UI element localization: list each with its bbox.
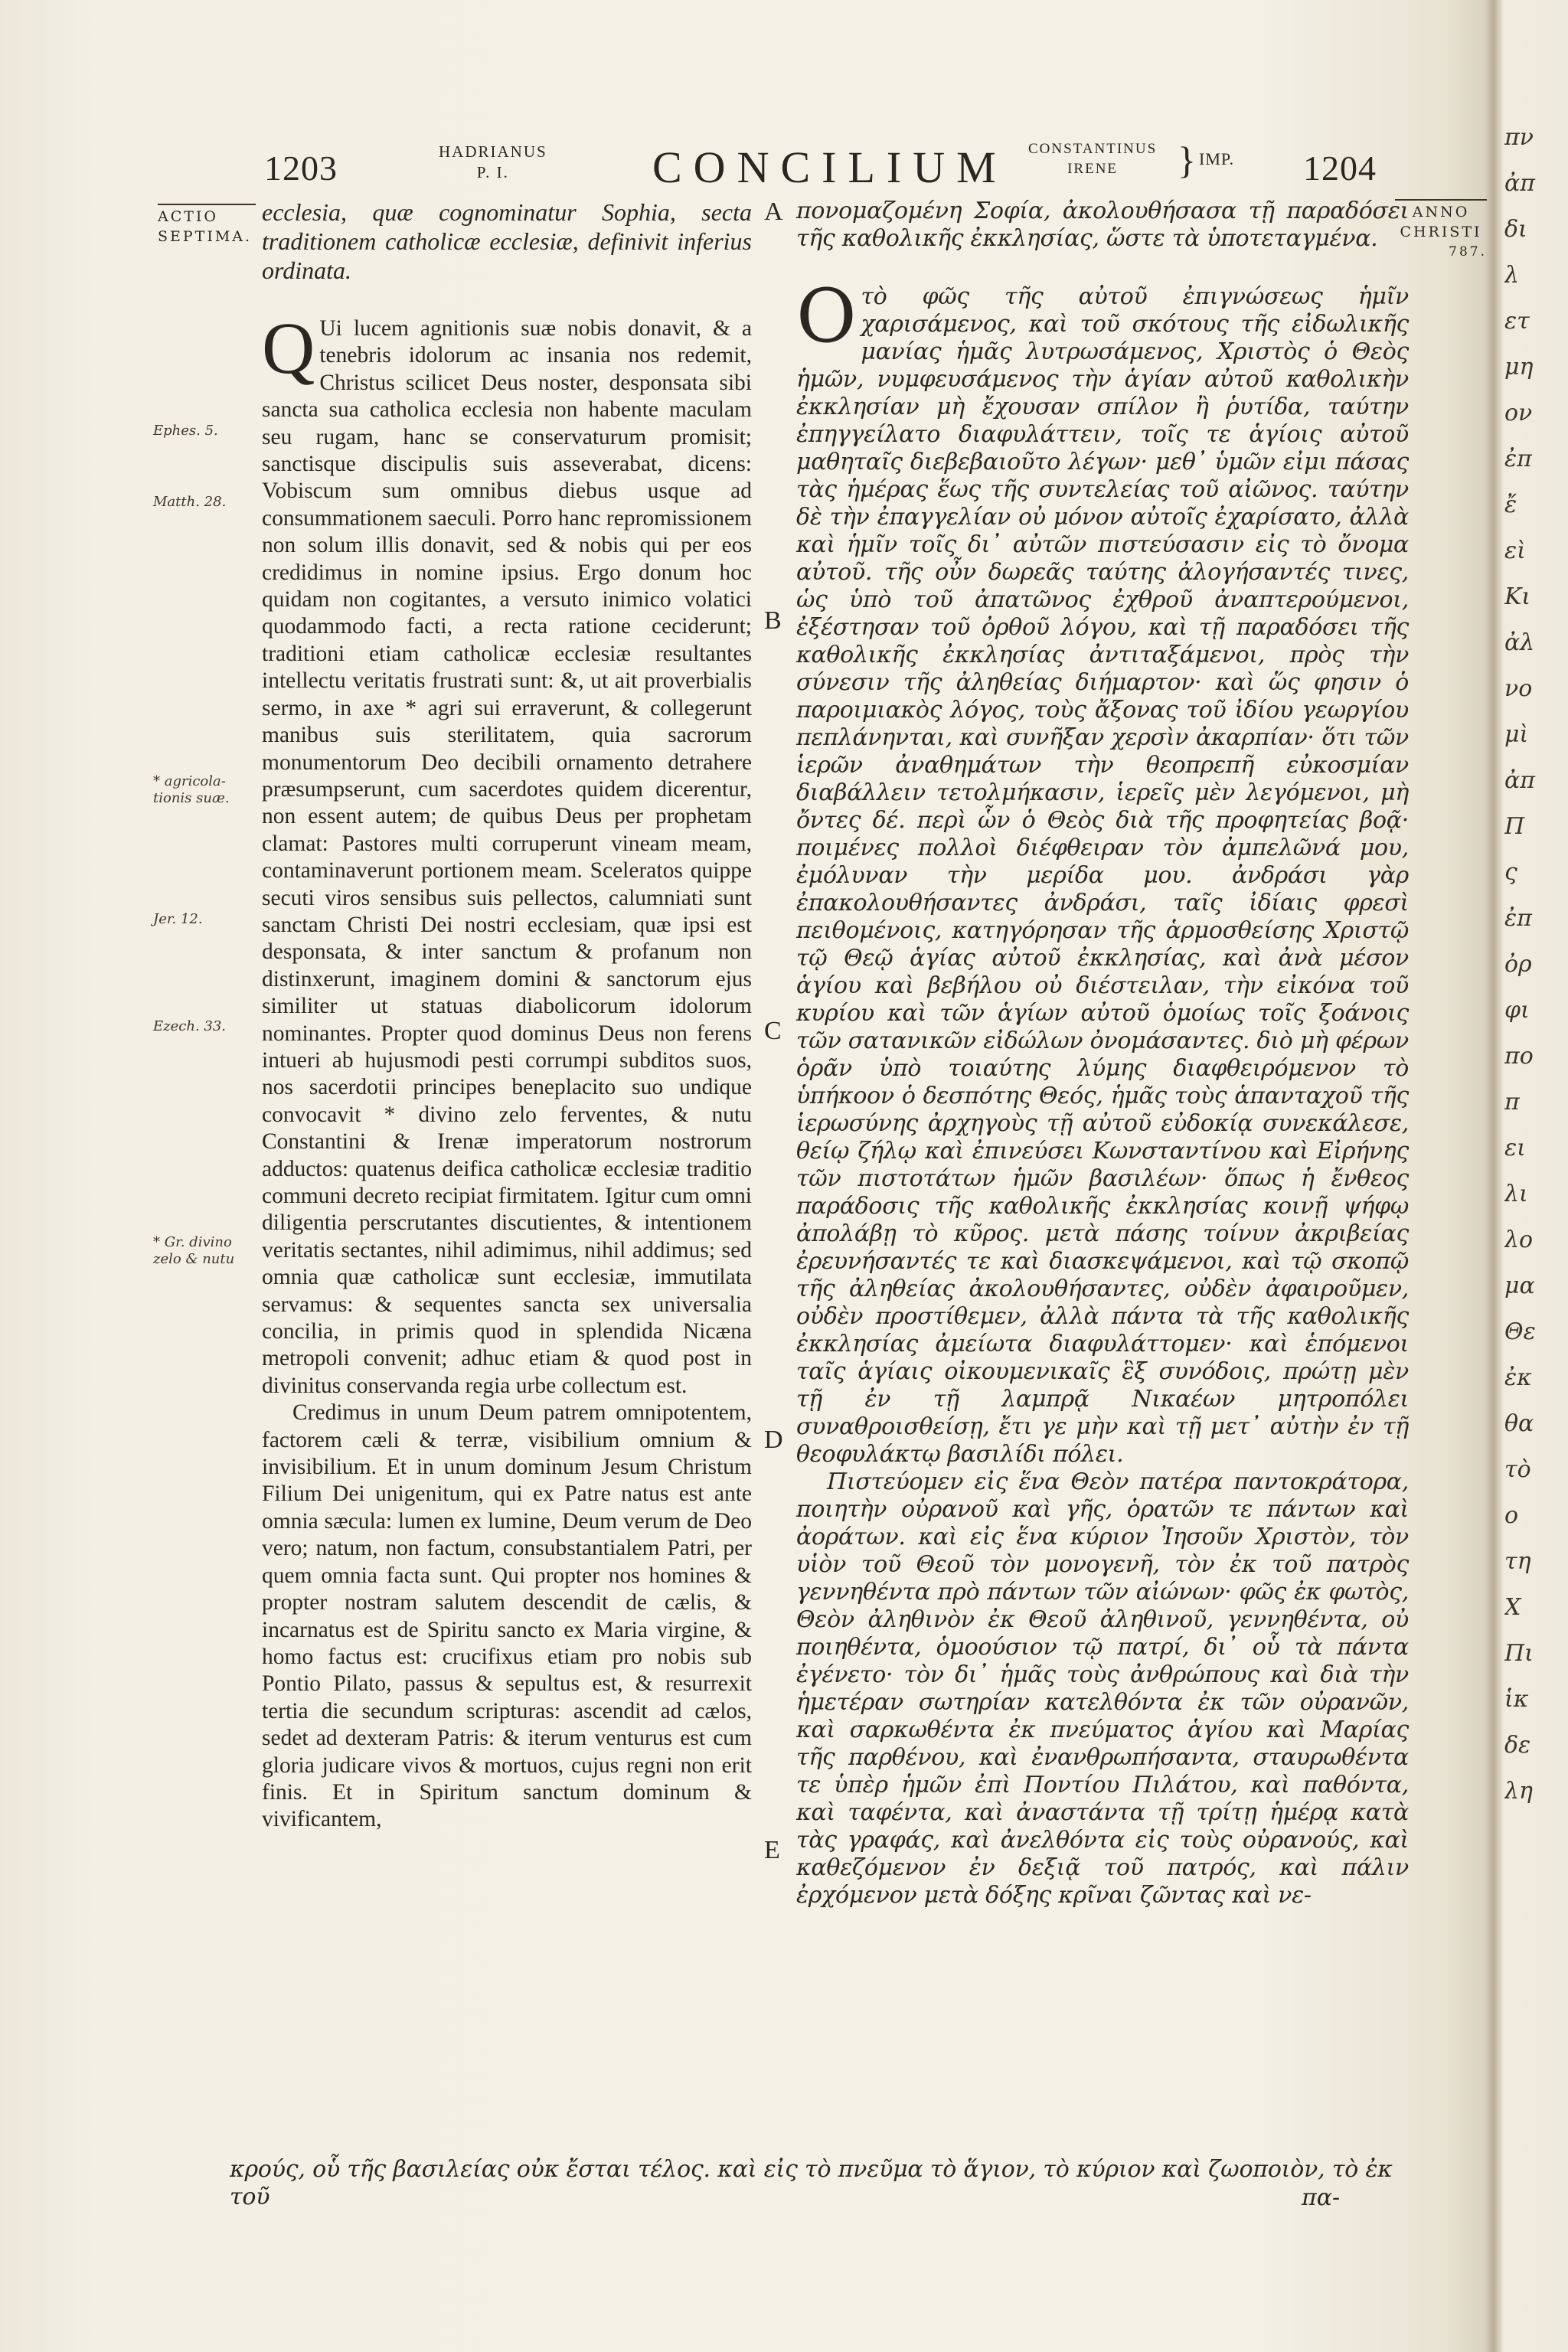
margin-note-ephes: Ephes. 5.: [153, 423, 218, 439]
section-letter-d: D: [764, 1426, 783, 1454]
next-page-fragment: μα: [1504, 1272, 1535, 1299]
next-page-fragment: ο: [1504, 1502, 1519, 1529]
greek-paragraph-2: Πιστεύομεν εἰς ἕνα Θεὸν πατέρα παντοκράτορα, ποιητὴν οὐρανοῦ καὶ γῆς, ὁρατῶν τε πάντων καὶ ἀοράτων. καὶ εἰς ἕνα κύριον Ἰησοῦν Χριστὸν, τὸν υἱὸν τοῦ Θεοῦ τὸν μονογενῆ, τὸν ἐκ τοῦ πατρὸς γεννηθέντα πρὸ πάντων τῶν αἰώνων· φῶς ἐκ φωτὸς, Θεὸν ἀληθινὸν ἐκ Θεοῦ ἀληθινοῦ, γεννηθέντα, οὐ ποιηθέντα, ὁμοούσιον τῷ πατρί, δι᾽ οὗ τὰ πάντα ἐγένετο· τὸν δι᾽ ἡμᾶς τοὺς ἀνθρώπους καὶ διὰ τὴν ἡμετέραν σωτηρίαν κατελθόντα ἐκ τῶν οὐρανῶν, καὶ σαρκωθέντα ἐκ πνεύματος ἁγίου καὶ Μαρίας τῆς παρθένου, καὶ ἐνανθρωπήσαντα, σταυρωθέντα τε ὑπὲρ ἡμῶν ἐπὶ Ποντίου Πιλάτου, καὶ παθόντα, καὶ ταφέντα, καὶ ἀναστάντα τῇ τρίτῃ ἡμέρᾳ κατὰ τὰς γραφάς, καὶ ἀνελθόντα εἰς τοὺς οὐρανούς, καὶ καθεζόμενον ἐν δεξιᾷ τοῦ πατρός, καὶ πάλιν ἐρχόμενον μετὰ δόξης κρῖναι ζῶντας καὶ νε-: [796, 1468, 1409, 1909]
greek-paragraph-1-text: τὸ φῶς τῆς αὐτοῦ ἐπιγνώσεως ἡμῖν χαρισάμενος, καὶ τοῦ σκότους τῆς εἰδωλικῆς μανίας ἡμᾶς λυτρωσάμενος, Χριστὸς ὁ Θεὸς ἡμῶν, νυμφευσάμενος τὴν ἁγίαν αὐτοῦ καθολικὴν ἐκκλησίαν μὴ ἔχουσαν σπίλον ἢ ῥυτίδα, ταύτην ἐπηγγείλατο διαφυλάττειν, τοῖς τε ἁγίοις αὐτοῦ μαθηταῖς διεβεβαιοῦτο λέγων· μεθ᾽ ὑμῶν εἰμι πάσας τὰς ἡμέρας ἕως τῆς συντελείας τοῦ αἰῶνος. ταύτην δὲ τὴν ἐπαγγελίαν οὐ μόνον αὐτοῖς ἐχαρίσατο, ἀλλὰ καὶ ἡμῖν τοῖς δι᾽ αὐτῶν πιστεύσασιν εἰς τὸ ὄνομα αὐτοῦ. τῆς οὖν δωρεᾶς ταύτης ἀλογήσαντές τινες, ὡς ὑπὸ τοῦ ἀπατῶνος ἐχθροῦ ἀναπτερούμενοι, ἐξέστησαν τοῦ ὀρθοῦ λόγου, καὶ τῇ παραδόσει τῆς καθολικῆς ἐκκλησίας ἀντιταξάμενοι, πρὸς τὴν σύνεσιν τῆς ἀληθείας διήμαρτον· καὶ ὥς φησιν ὁ παροιμιακὸς λόγος, τοὺς ἄξονας τοῦ ἰδίου γεωργίου πεπλάνηνται, καὶ συνῆξαν χερσὶν ἀκαρπίαν· ὅτι τῶν ἱερῶν ἀναθημάτων τὴν θεοπρεπῆ εὐκοσμίαν διαβάλλειν τετολμήκασιν, ἱερεῖς μὲν λεγόμενοι, μὴ ὄντες δέ. περὶ ὧν ὁ Θεὸς διὰ τῆς προφητείας βοᾷ· ποιμένες πολλοὶ διέφθειραν τὸν ἀμπελῶνά μου, ἐμόλυναν τὴν μερίδα μου. ἀνδράσι γὰρ ἐπακολουθήσαντες ἀνδράσι, ταῖς ἰδίαις φρεσὶ πειθομένοις, κατηγόρησαν τῆς ἁρμοσθείσης Χριστῷ τῷ Θεῷ ἁγίας αὐτοῦ ἐκκλησίας, καὶ ἀνὰ μέσον ἁγίου καὶ βεβήλου οὐ διέστειλαν, τὴν εἰκόνα τοῦ κυρίου καὶ τῶν ἁγίων αὐτοῦ ὁμοίως τοῖς ξοάνοις τῶν σατανικῶν εἰδώλων ὀνομάσαντες. διὸ μὴ φέρων ὁρᾶν ὑπὸ τοιαύτης λύμης διαφθειρόμενον τὸ ὑπήκοον ὁ δεσπότης Θεός, ἡμᾶς τοὺς ἁπανταχοῦ τῆς ἱερωσύνης ἀρχηγοὺς τῇ αὐτοῦ εὐδοκίᾳ συνεκάλεσε, θείῳ ζήλῳ καὶ ἐπινεύσει Κωνσταντίνου καὶ Εἰρήνης τῶν πιστοτάτων ἡμῶν βασιλέων· ὅπως ἡ ἔνθεος παράδοσις τῆς καθολικῆς ἐκκλησίας κοινῇ ψήφῳ ἀπολάβῃ τὸ κῦρος. μετὰ πάσης τοίνυν ἀκριβείας ἐρευνήσαντές τε καὶ διασκεψάμενοι, καὶ τῷ σκοπῷ τῆς ἀληθείας ἀκολουθήσαντες, οὐδὲν ἀφαιροῦμεν, οὐδὲν προστίθεμεν, ἀλλὰ πάντα τὰ τῆς καθολικῆς ἐκκλησίας ἀμείωτα διαφυλάττομεν· καὶ ἑπόμενοι ταῖς ἁγίαις οἰκουμενικαῖς ἓξ συνόδοις, πρώτῃ μὲν τῇ ἐν τῇ λαμπρᾷ Νικαέων μητροπόλει συναθροισθείσῃ, ἔτι γε μὴν καὶ τῇ μετ᾽ αὐτὴν ἐν τῇ θεοφυλάκτῳ βασιλίδι πόλει.: [796, 283, 1409, 1468]
header-hadrianus: HADRIANUS: [439, 142, 547, 161]
next-page-fragment: ἱκ: [1504, 1686, 1529, 1713]
next-page-fragment: φι: [1504, 997, 1530, 1024]
next-page-fragment: εὶ: [1504, 537, 1526, 564]
next-page-fragment: ἔ: [1504, 492, 1517, 518]
next-page-fragment: πν: [1504, 124, 1534, 151]
anno-word: ANNO: [1412, 204, 1470, 220]
next-page-fragment: ς: [1504, 859, 1517, 886]
page-number-right: 1204: [1303, 149, 1377, 188]
next-page-fragment: Π: [1504, 813, 1525, 840]
latin-paragraph-1-text: Ui lucem agnitionis suæ nobis donavit, & a tenebris idolorum ac insania nos redemit, Christus scilicet Deus noster, desponsata sibi sancta sua catholica ecclesia non habente maculam seu rugam, hanc se conservaturum promisit; sanctisque discipulis suis asseverabat, dicens: Vobiscum sum omnibus diebus usque ad consummationem saeculi. Porro hanc repromissionem non solum illis donavit, sed & nobis qui per eos credidimus in nomine ipsius. Ergo donum hoc quidam non cogitantes, a versuto inimico volatici quodammodo facti, a recta ratione ceciderunt; traditioni etiam catholicæ ecclesiæ resultantes intellectu veritatis frustrati sunt: &, ut ait proverbialis sermo, in axe * agri sui erraverunt, & collegerunt manibus suis sterilitatem, quia sacrorum monumentorum Deo decibili ornamento detrahere præsumpserunt, cum sacerdotes quidem dicerentur, non essent autem; de quibus Deus per prophetam clamat: Pastores multi corruperunt vineam meam, contaminaverunt portionem meam. Sceleratos quippe secuti viros sensibus suis pellectos, calumniati sunt sanctam Christi Dei nostri ecclesiam, quæ ipsi est desponsata, & inter sanctum & profanum non distinxerunt, imaginem domini & sanctorum ejus similiter ut statuas diabolicorum idolorum nominantes. Propter quod dominus Deus non ferens intueri ab hujusmodi pesti corrumpi subditos suos, nos sacerdotii principes beneplacito suo undique convocavit * divino zelo ferventes, & nutu Constantini & Irenæ imperatorum nostrorum adductos: quatenus deifica catholicæ ecclesiæ traditio communi decreto recipiat firmitatem. Igitur cum omni diligentia perscrutantes discutientes, & intentionem veritatis sectantes, nihil adimimus, nihil addimus; sed omnia quæ catholicæ sunt ecclesiæ, immutilata servamus: & sequentes sancta sex universalia concilia, in primis quod in splendida Nicæna metropoli convenit; adhuc etiam & quod post in divinitus conservanda regia urbe collectum est.: [262, 316, 752, 1398]
next-page-fragment: ἐκ: [1504, 1364, 1532, 1391]
section-letter-c: C: [764, 1017, 782, 1045]
actio-word: ACTIO: [158, 208, 219, 225]
next-page-fragment: ἀπ: [1504, 170, 1535, 197]
next-page-fragment: λι: [1504, 1181, 1528, 1207]
next-page-fragment: τὸ: [1504, 1456, 1531, 1483]
next-page-fragment: Θε: [1504, 1318, 1536, 1345]
latin-paragraph-1: [262, 307, 752, 1400]
next-page-fragment: πο: [1504, 1043, 1534, 1070]
margin-note-ezech: Ezech. 33.: [153, 1018, 227, 1034]
next-page-fragment: δι: [1504, 216, 1527, 243]
margin-note-gr-divino: * Gr. divino zelo & nutu: [153, 1234, 235, 1267]
next-page-fragment: μὶ: [1504, 721, 1529, 748]
section-letter-a: A: [764, 198, 783, 226]
margin-note-agricolationis: * agricola-tionis suæ.: [153, 773, 230, 806]
next-page-fragment: λη: [1504, 1778, 1533, 1805]
next-page-fragment: Χ: [1504, 1594, 1521, 1621]
next-page-fragment: λ: [1504, 262, 1520, 289]
anno-christi: CHRISTI: [1400, 224, 1482, 240]
greek-column: [796, 198, 1409, 1909]
header-right-names: [1028, 139, 1157, 179]
header-brace: }: [1178, 139, 1196, 181]
next-page-fragment: Κι: [1504, 583, 1531, 610]
next-page-fragment: ἀπ: [1504, 767, 1535, 794]
header-pope-number: P. I.: [476, 163, 509, 181]
greek-intro: πονομαζομένη Σοφία, ἀκολουθήσασα τῇ παραδόσει τῆς καθολικῆς ἐκκλησίας, ὥστε τὰ ὑποτεταγμένα.: [796, 198, 1409, 252]
latin-intro: ecclesia, quæ cognominatur Sophia, secta traditionem catholicæ ecclesiæ, definivit inferius ordinata.: [262, 198, 752, 284]
next-page-fragment: π: [1504, 1089, 1520, 1116]
header-left-names: [439, 142, 547, 183]
next-page-fragment: ετ: [1504, 308, 1530, 335]
header-imp: IMP.: [1199, 149, 1235, 168]
next-page-fragment: ἐπ: [1504, 446, 1532, 472]
greek-paragraph-1: [796, 273, 1409, 1468]
latin-drop-cap: Q: [262, 307, 315, 389]
next-page-fragment: ἀλ: [1504, 629, 1535, 656]
next-page-fragment: ει: [1504, 1135, 1526, 1161]
actio-label: [158, 204, 256, 247]
margin-note-jer: Jer. 12.: [153, 911, 203, 927]
actio-septima: SEPTIMA.: [158, 228, 253, 245]
catchword: πα-: [1302, 2184, 1341, 2211]
next-page-fragment: μη: [1504, 354, 1534, 381]
next-page-fragment: θα: [1504, 1410, 1534, 1437]
next-page-fragment: λο: [1504, 1227, 1534, 1253]
next-page-fragment: ἐπ: [1504, 905, 1532, 932]
running-title: CONCILIUM: [652, 142, 1008, 192]
greek-bottom-line: κρούς, οὗ τῆς βασιλείας οὐκ ἔσται τέλος. καὶ εἰς τὸ πνεῦμα τὸ ἅγιον, τὸ κύριον καὶ ζωοποιὸν, τὸ ἐκ τοῦ: [230, 2156, 1393, 2210]
anno-label: [1395, 199, 1487, 262]
next-page-fragment: Πι: [1504, 1640, 1534, 1667]
next-page-fragment: ον: [1504, 400, 1533, 426]
book-gutter: [1485, 0, 1502, 2352]
next-page-fragment: τη: [1504, 1548, 1531, 1575]
next-page-fragment: νο: [1504, 675, 1533, 702]
greek-drop-cap: Ο: [796, 273, 857, 359]
margin-note-matth: Matth. 28.: [153, 494, 227, 510]
next-page-fragment: ὀρ: [1504, 951, 1532, 978]
latin-paragraph-2: Credimus in unum Deum patrem omnipotentem, factorem cæli & terræ, visibilium omnium & invisibilium. Et in unum dominum Jesum Christum Filium Dei unigenitum, qui ex Patre natus est ante omnia sæcula: lumen ex lumine, Deum verum de Deo vero; natum, non factum, consubstantialem Patri, per quem omnia facta sunt. Qui propter nos homines & propter nostram salutem descendit de cælis, & incarnatus est de Spiritu sancto ex Maria virgine, & homo factus est: crucifixus etiam pro nobis sub Pontio Pilato, passus & sepultus est, & resurrexit tertia die secundum scripturas: ascendit ad cælos, sedet ad dexteram Patris: & iterum venturus est cum gloria judicare vivos & mortuos, cujus regni non erit finis. Et in Spiritum sanctum dominum & vivificantem,: [262, 1400, 752, 1832]
anno-year: 787.: [1449, 244, 1487, 260]
header-irene: IRENE: [1067, 161, 1119, 177]
section-letter-b: B: [764, 606, 782, 635]
section-letter-e: E: [764, 1836, 780, 1864]
header-constantinus: CONSTANTINUS: [1028, 141, 1158, 157]
latin-column: [262, 198, 752, 1834]
next-page-fragment: δε: [1504, 1732, 1531, 1759]
next-page-strip: [1504, 115, 1568, 1815]
page-number-left: 1203: [264, 149, 338, 188]
